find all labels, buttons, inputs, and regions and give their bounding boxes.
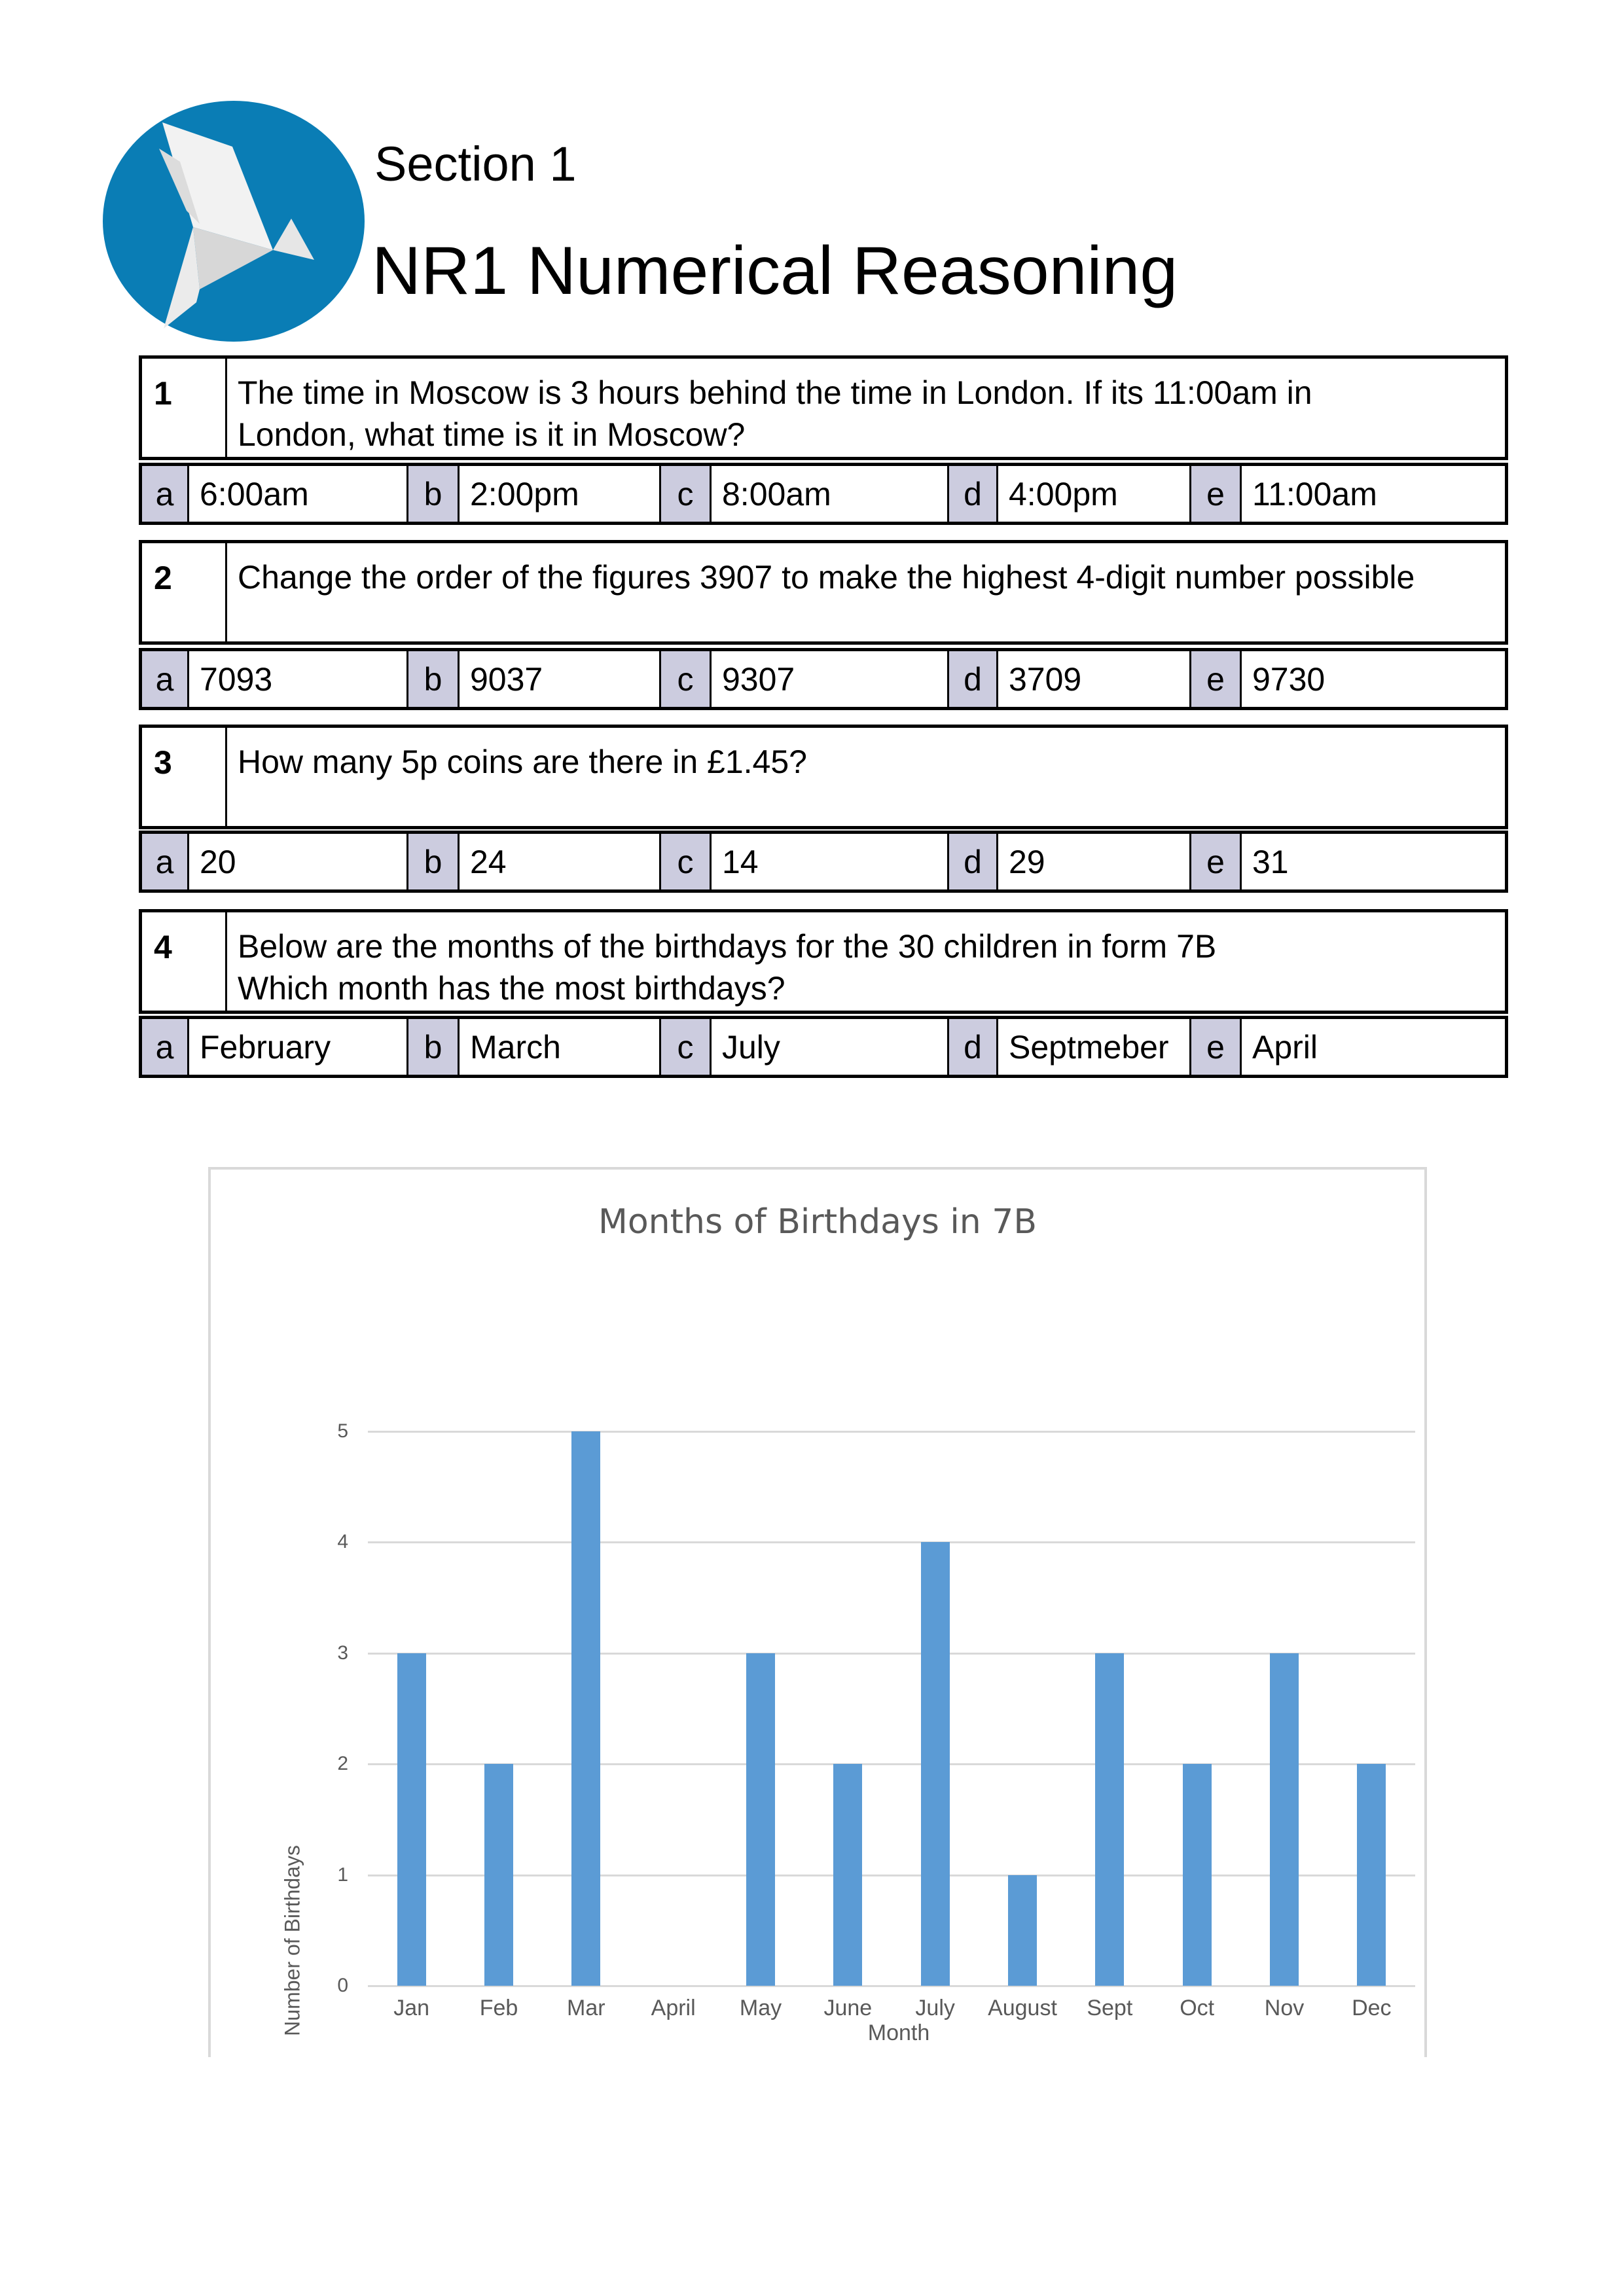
- y-tick-label: 4: [337, 1531, 348, 1553]
- x-axis-label: Month: [867, 2020, 930, 2045]
- option-letter: a: [142, 651, 189, 707]
- y-tick-label: 1: [337, 1863, 348, 1886]
- bar-june: [833, 1764, 862, 1986]
- option-letter: c: [661, 466, 712, 522]
- question-2: [139, 540, 1508, 645]
- option-d[interactable]: 3709: [998, 651, 1191, 707]
- option-d[interactable]: 4:00pm: [998, 466, 1191, 522]
- option-letter: e: [1191, 834, 1242, 889]
- x-tick-label: Sept: [1087, 1996, 1133, 2020]
- section-label: Section 1: [374, 137, 577, 191]
- x-tick-label: June: [823, 1996, 873, 2020]
- option-letter: d: [949, 1019, 998, 1075]
- gridline: [368, 1653, 1415, 1655]
- x-tick-label: Jan: [393, 1996, 430, 2020]
- gridline: [368, 1874, 1415, 1876]
- question-number: 4: [142, 912, 227, 1011]
- option-letter: b: [408, 1019, 460, 1075]
- option-letter: e: [1191, 651, 1242, 707]
- option-letter: e: [1191, 1019, 1242, 1075]
- bar-may: [746, 1653, 775, 1986]
- bar-july: [921, 1542, 950, 1986]
- x-tick-label: Nov: [1264, 1996, 1305, 2020]
- option-d[interactable]: Septmeber: [998, 1019, 1191, 1075]
- page-title: NR1 Numerical Reasoning: [372, 233, 1178, 309]
- bar-nov: [1270, 1653, 1299, 1986]
- option-e[interactable]: 9730: [1252, 660, 1326, 698]
- gridline: [368, 1431, 1415, 1433]
- question-text: [227, 912, 1505, 1011]
- option-e[interactable]: 31: [1252, 843, 1289, 880]
- question-text: How many 5p coins are there in £1.45?: [238, 744, 807, 780]
- question-text: The time in Moscow is 3 hours behind the time in London. If its 11:00am in London, what time is it in Moscow?: [238, 374, 1312, 453]
- option-b[interactable]: 2:00pm: [460, 466, 661, 522]
- bar-oct: [1183, 1764, 1212, 1986]
- x-tick-label: Oct: [1180, 1996, 1215, 2020]
- y-tick-label: 2: [337, 1753, 348, 1775]
- chart-title: Months of Birthdays in 7B: [598, 1202, 1038, 1242]
- x-tick-label: Feb: [479, 1996, 518, 2020]
- option-letter: c: [661, 834, 712, 889]
- option-letter: d: [949, 834, 998, 889]
- question-text-line-2: Which month has the most birthdays?: [238, 970, 785, 1007]
- option-letter: d: [949, 466, 998, 522]
- option-c[interactable]: 8:00am: [712, 466, 949, 522]
- x-tick-label: Mar: [567, 1996, 605, 2020]
- question-number: 1: [142, 359, 227, 457]
- question-text: Change the order of the figures 3907 to make the highest 4-digit number possible: [238, 559, 1415, 596]
- bar-jan: [397, 1653, 426, 1986]
- option-letter: a: [142, 466, 189, 522]
- x-tick-label: Dec: [1352, 1996, 1392, 2020]
- question-number: 3: [142, 728, 227, 826]
- y-tick-label: 5: [337, 1420, 348, 1442]
- option-letter: c: [661, 651, 712, 707]
- option-e[interactable]: April: [1252, 1028, 1318, 1066]
- option-letter: e: [1191, 466, 1242, 522]
- gridline: [368, 1541, 1415, 1543]
- birthday-bar-chart: [208, 1167, 1427, 2057]
- option-letter: b: [408, 834, 460, 889]
- option-c[interactable]: July: [712, 1019, 949, 1075]
- option-letter: d: [949, 651, 998, 707]
- y-axis-label: Number of Birthdays: [280, 1845, 304, 2036]
- option-a[interactable]: February: [189, 1019, 408, 1075]
- option-letter: c: [661, 1019, 712, 1075]
- question-4: [139, 909, 1508, 1014]
- bar-sept: [1095, 1653, 1124, 1986]
- bar-feb: [484, 1764, 513, 1986]
- bar-mar: [571, 1431, 600, 1986]
- question-text-line-1: Below are the months of the birthdays for the 30 children in form 7B: [238, 928, 1217, 965]
- origami-bird-logo-icon: [101, 99, 367, 343]
- option-d[interactable]: 29: [998, 834, 1191, 889]
- option-a[interactable]: 6:00am: [189, 466, 408, 522]
- gridline: [368, 1985, 1415, 1987]
- bar-august: [1008, 1875, 1037, 1986]
- gridline: [368, 1763, 1415, 1765]
- option-b[interactable]: March: [460, 1019, 661, 1075]
- option-letter: b: [408, 651, 460, 707]
- option-b[interactable]: 24: [460, 834, 661, 889]
- answer-row-3: [139, 831, 1508, 893]
- option-letter: a: [142, 834, 189, 889]
- question-number: 2: [142, 543, 227, 641]
- option-letter: a: [142, 1019, 189, 1075]
- x-tick-label: May: [739, 1996, 782, 2020]
- option-a[interactable]: 20: [189, 834, 408, 889]
- option-letter: b: [408, 466, 460, 522]
- x-tick-label: July: [915, 1996, 955, 2020]
- plot-area: [337, 1420, 1415, 2020]
- option-c[interactable]: 9307: [712, 651, 949, 707]
- answer-row-1: [139, 463, 1508, 525]
- question-1: [139, 355, 1508, 460]
- option-c[interactable]: 14: [712, 834, 949, 889]
- answer-row-4: [139, 1016, 1508, 1078]
- answer-row-2: [139, 648, 1508, 710]
- question-3: [139, 725, 1508, 829]
- option-a[interactable]: 7093: [189, 651, 408, 707]
- option-b[interactable]: 9037: [460, 651, 661, 707]
- bar-dec: [1357, 1764, 1386, 1986]
- x-tick-label: April: [651, 1996, 696, 2020]
- y-tick-label: 3: [337, 1641, 348, 1664]
- option-e[interactable]: 11:00am: [1252, 475, 1377, 512]
- y-tick-label: 0: [337, 1975, 348, 1996]
- x-tick-label: August: [988, 1996, 1057, 2020]
